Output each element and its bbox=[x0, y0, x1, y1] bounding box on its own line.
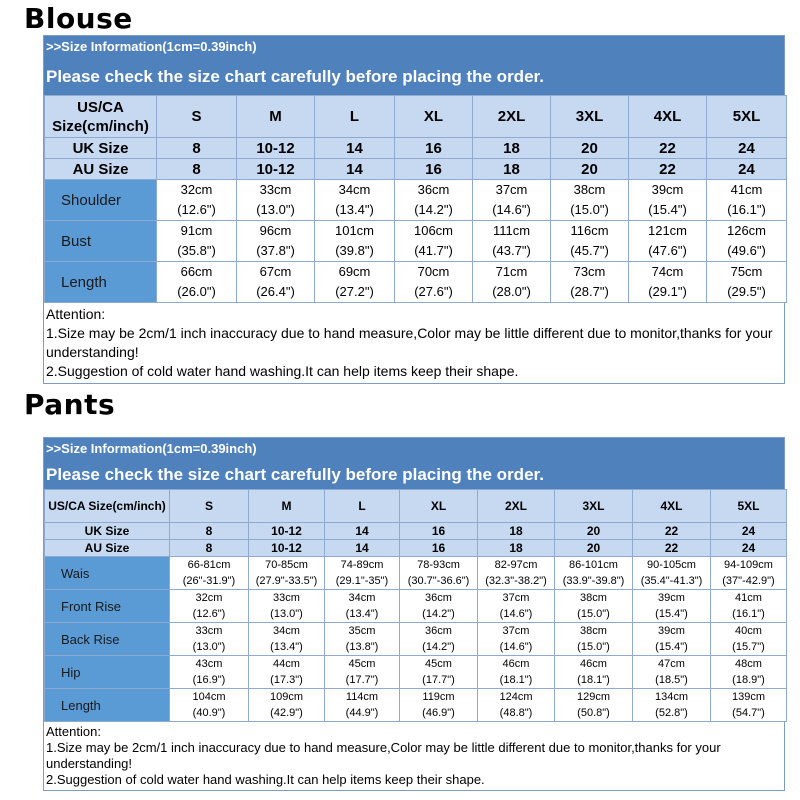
attention-line: 1.Size may be 2cm/1 inch inaccuracy due to hand measure,Color may be little different due to monitor,thanks for your understanding! bbox=[46, 325, 773, 360]
cm-value: 41cm bbox=[730, 182, 763, 197]
size-label: M bbox=[249, 490, 325, 523]
au-size-value: 20 bbox=[555, 540, 633, 557]
measurement-row bbox=[45, 180, 787, 221]
inch-value: (16.1") bbox=[732, 608, 765, 620]
inch-value: (29.1"-35") bbox=[335, 575, 389, 587]
au-size-label: AU Size bbox=[45, 540, 170, 557]
attention-line: Attention: bbox=[46, 306, 106, 322]
cm-value: 47cm bbox=[658, 658, 685, 670]
cm-value: 45cm bbox=[348, 658, 376, 670]
au-size-value: 10-12 bbox=[237, 159, 315, 180]
measurement-label: Bust bbox=[45, 221, 157, 262]
measurement-label: Length bbox=[45, 262, 157, 303]
inch-value: (13.0") bbox=[192, 641, 226, 653]
inch-value: (14.2") bbox=[422, 641, 455, 653]
inch-value: (14.6") bbox=[499, 641, 533, 653]
au-size-value: 24 bbox=[707, 159, 787, 180]
cm-value: 91cm bbox=[180, 223, 213, 238]
measurement-value bbox=[157, 221, 237, 262]
cm-value: 78-93cm bbox=[417, 559, 460, 571]
inch-value: (15.4") bbox=[655, 608, 688, 620]
au-size-value: 20 bbox=[551, 159, 629, 180]
inch-value: (37.8") bbox=[256, 243, 295, 258]
inch-value: (12.6") bbox=[192, 608, 226, 620]
inch-value: (29.1") bbox=[648, 284, 687, 299]
cm-value: 41cm bbox=[735, 592, 762, 604]
blouse-title: Blouse bbox=[24, 2, 133, 35]
measurement-value bbox=[478, 623, 555, 656]
au-size-value: 24 bbox=[711, 540, 787, 557]
cm-value: 73cm bbox=[573, 264, 606, 279]
cm-value: 75cm bbox=[730, 264, 763, 279]
size-label: S bbox=[157, 96, 237, 138]
cm-value: 66-81cm bbox=[187, 559, 231, 571]
au-size-value: 16 bbox=[400, 540, 478, 557]
inch-value: (13.4") bbox=[270, 641, 303, 653]
uk-size-value: 20 bbox=[555, 523, 633, 540]
measurement-value bbox=[633, 656, 711, 689]
measurement-value bbox=[325, 689, 400, 722]
measurement-value bbox=[633, 557, 711, 590]
cm-value: 94-109cm bbox=[724, 559, 773, 571]
cm-value: 70-85cm bbox=[265, 559, 308, 571]
measurement-row bbox=[45, 623, 787, 656]
inch-value: (30.7"-36.6") bbox=[407, 575, 470, 587]
inch-value: (17.7") bbox=[345, 674, 379, 686]
size-info-bar bbox=[44, 438, 784, 489]
au-size-value: 22 bbox=[633, 540, 711, 557]
inch-value: (17.7") bbox=[422, 674, 455, 686]
inch-value: (13.8") bbox=[345, 641, 379, 653]
cm-value: 36cm bbox=[425, 592, 452, 604]
inch-value: (54.7") bbox=[732, 707, 765, 719]
cm-value: 124cm bbox=[499, 691, 533, 703]
uk-size-value: 20 bbox=[551, 138, 629, 159]
size-label: 4XL bbox=[629, 96, 707, 138]
cm-value: 34cm bbox=[348, 592, 376, 604]
au-size-value: 14 bbox=[315, 159, 395, 180]
cm-value: 33cm bbox=[259, 182, 292, 197]
inch-value: (15.0") bbox=[577, 641, 610, 653]
inch-value: (14.2") bbox=[414, 202, 453, 217]
cm-value: 109cm bbox=[269, 691, 304, 703]
inch-value: (16.1") bbox=[727, 202, 766, 217]
cm-value: 40cm bbox=[735, 625, 762, 637]
measurement-value bbox=[555, 557, 633, 590]
cm-value: 67cm bbox=[259, 264, 292, 279]
measurement-value bbox=[249, 656, 325, 689]
au-size-row bbox=[45, 540, 787, 557]
inch-value: (26.0") bbox=[177, 284, 216, 299]
uk-size-label: UK Size bbox=[45, 138, 157, 159]
measurement-value bbox=[249, 557, 325, 590]
measurement-value bbox=[707, 262, 787, 303]
cm-value: 35cm bbox=[348, 625, 376, 637]
cm-value: 111cm bbox=[492, 223, 531, 238]
measurement-value bbox=[400, 590, 478, 623]
cm-value: 39cm bbox=[651, 182, 684, 197]
size-label: M bbox=[237, 96, 315, 138]
attention-line: 1.Size may be 2cm/1 inch inaccuracy due to hand measure,Color may be little different due to monitor,thanks for your understanding! bbox=[46, 740, 721, 771]
measurement-value bbox=[170, 623, 249, 656]
au-size-value: 8 bbox=[157, 159, 237, 180]
au-size-value: 16 bbox=[395, 159, 473, 180]
uk-size-value: 18 bbox=[473, 138, 551, 159]
cm-value: 38cm bbox=[573, 182, 606, 197]
size-notice: Please check the size chart carefully before placing the order. bbox=[46, 465, 544, 484]
measurement-value bbox=[473, 262, 551, 303]
uk-size-value: 16 bbox=[400, 523, 478, 540]
cm-value: 114cm bbox=[345, 691, 379, 703]
cm-value: 86-101cm bbox=[569, 559, 618, 571]
inch-value: (42.9") bbox=[270, 707, 303, 719]
cm-value: 37cm bbox=[495, 182, 528, 197]
size-label: 5XL bbox=[711, 490, 787, 523]
inch-value: (16.9") bbox=[192, 674, 226, 686]
cm-value: 37cm bbox=[502, 592, 530, 604]
measurement-label: Wais bbox=[45, 557, 170, 590]
inch-value: (27.2") bbox=[335, 284, 374, 299]
uk-size-value: 14 bbox=[325, 523, 400, 540]
size-label: 5XL bbox=[707, 96, 787, 138]
inch-value: (14.6") bbox=[499, 608, 533, 620]
cm-value: 43cm bbox=[195, 658, 223, 670]
inch-value: (39.8") bbox=[335, 243, 374, 258]
inch-value: (15.0") bbox=[577, 608, 610, 620]
cm-value: 121cm bbox=[647, 223, 688, 238]
measurement-value bbox=[473, 180, 551, 221]
size-header-row bbox=[45, 490, 787, 523]
inch-value: (13.0") bbox=[270, 608, 303, 620]
measurement-value bbox=[249, 689, 325, 722]
uk-size-value: 10-12 bbox=[237, 138, 315, 159]
cm-value: 34cm bbox=[273, 625, 300, 637]
cm-value: 82-97cm bbox=[494, 559, 538, 571]
cm-value: 126cm bbox=[726, 223, 767, 238]
measurement-value bbox=[315, 180, 395, 221]
cm-value: 71cm bbox=[495, 264, 528, 279]
au-size-value: 22 bbox=[629, 159, 707, 180]
uk-size-value: 14 bbox=[315, 138, 395, 159]
attention-line: 2.Suggestion of cold water hand washing.It can help items keep their shape. bbox=[46, 772, 485, 787]
inch-value: (35.4"-41.3") bbox=[640, 575, 703, 587]
inch-value: (14.6") bbox=[492, 202, 531, 217]
inch-value: (26"-31.9") bbox=[182, 575, 236, 587]
cm-value: 134cm bbox=[654, 691, 689, 703]
measurement-value bbox=[711, 557, 787, 590]
inch-value: (12.6") bbox=[177, 202, 216, 217]
uk-size-value: 22 bbox=[633, 523, 711, 540]
measurement-value bbox=[395, 221, 473, 262]
inch-value: (32.3"-38.2") bbox=[485, 575, 547, 587]
measurement-value bbox=[157, 262, 237, 303]
inch-value: (14.2") bbox=[422, 608, 455, 620]
size-header-label: US/CA Size(cm/inch) bbox=[45, 490, 170, 523]
inch-value: (47.6") bbox=[648, 243, 687, 258]
blouse-size-chart bbox=[43, 35, 785, 384]
cm-value: 66cm bbox=[180, 264, 213, 279]
measurement-label: Front Rise bbox=[45, 590, 170, 623]
size-label: L bbox=[315, 96, 395, 138]
inch-value: (18.1") bbox=[577, 674, 610, 686]
size-notice: Please check the size chart carefully before placing the order. bbox=[46, 67, 544, 86]
attention-line: Attention: bbox=[46, 724, 101, 739]
cm-value: 39cm bbox=[658, 592, 685, 604]
size-header-row bbox=[45, 96, 787, 138]
measurement-value bbox=[478, 590, 555, 623]
measurement-value bbox=[325, 557, 400, 590]
cm-value: 90-105cm bbox=[647, 559, 696, 571]
attention-notes bbox=[44, 722, 784, 790]
inch-value: (40.9") bbox=[192, 707, 226, 719]
inch-value: (43.7") bbox=[492, 243, 531, 258]
inch-value: (15.4") bbox=[655, 641, 688, 653]
size-label: L bbox=[325, 490, 400, 523]
inch-value: (48.8") bbox=[499, 707, 533, 719]
cm-value: 37cm bbox=[502, 625, 530, 637]
measurement-value bbox=[555, 623, 633, 656]
cm-value: 139cm bbox=[731, 691, 766, 703]
size-label: S bbox=[170, 490, 249, 523]
inch-value: (18.1") bbox=[499, 674, 533, 686]
au-size-value: 18 bbox=[473, 159, 551, 180]
cm-value: 104cm bbox=[192, 691, 226, 703]
inch-value: (13.0") bbox=[256, 202, 295, 217]
measurement-value bbox=[395, 262, 473, 303]
measurement-value bbox=[395, 180, 473, 221]
measurement-value bbox=[237, 180, 315, 221]
measurement-value bbox=[629, 221, 707, 262]
measurement-value bbox=[551, 180, 629, 221]
au-size-value: 8 bbox=[170, 540, 249, 557]
measurement-value bbox=[633, 689, 711, 722]
inch-value: (50.8") bbox=[577, 707, 610, 719]
inch-value: (15.0") bbox=[570, 202, 609, 217]
inch-value: (44.9") bbox=[345, 707, 379, 719]
inch-value: (27.6") bbox=[414, 284, 453, 299]
au-size-label: AU Size bbox=[45, 159, 157, 180]
cm-value: 101cm bbox=[334, 223, 375, 238]
size-info-bar bbox=[44, 36, 784, 95]
measurement-value bbox=[249, 590, 325, 623]
uk-size-value: 8 bbox=[170, 523, 249, 540]
inch-value: (45.7") bbox=[570, 243, 609, 258]
inch-value: (28.0") bbox=[492, 284, 531, 299]
size-label: XL bbox=[395, 96, 473, 138]
measurement-value bbox=[315, 221, 395, 262]
inch-value: (33.9"-39.8") bbox=[562, 575, 625, 587]
cm-value: 44cm bbox=[273, 658, 300, 670]
cm-value: 34cm bbox=[338, 182, 371, 197]
size-table bbox=[44, 489, 787, 722]
measurement-value bbox=[551, 262, 629, 303]
measurement-value bbox=[629, 262, 707, 303]
size-info: >>Size Information(1cm=0.39inch) bbox=[46, 39, 257, 54]
measurement-value bbox=[633, 623, 711, 656]
measurement-value bbox=[237, 221, 315, 262]
measurement-value bbox=[249, 623, 325, 656]
inch-value: (15.4") bbox=[648, 202, 687, 217]
cm-value: 46cm bbox=[502, 658, 530, 670]
inch-value: (52.8") bbox=[655, 707, 688, 719]
measurement-value bbox=[157, 180, 237, 221]
size-info: >>Size Information(1cm=0.39inch) bbox=[46, 441, 257, 456]
measurement-value bbox=[711, 689, 787, 722]
inch-value: (13.4") bbox=[345, 608, 379, 620]
measurement-row bbox=[45, 221, 787, 262]
inch-value: (15.7") bbox=[732, 641, 765, 653]
au-size-value: 14 bbox=[325, 540, 400, 557]
inch-value: (35.8") bbox=[177, 243, 216, 258]
measurement-value bbox=[325, 656, 400, 689]
cm-value: 74-89cm bbox=[340, 559, 384, 571]
cm-value: 38cm bbox=[580, 625, 607, 637]
uk-size-label: UK Size bbox=[45, 523, 170, 540]
cm-value: 96cm bbox=[259, 223, 292, 238]
measurement-label: Hip bbox=[45, 656, 170, 689]
inch-value: (26.4") bbox=[256, 284, 295, 299]
cm-value: 48cm bbox=[735, 658, 762, 670]
measurement-value bbox=[629, 180, 707, 221]
inch-value: (17.3") bbox=[270, 674, 303, 686]
cm-value: 38cm bbox=[580, 592, 607, 604]
measurement-value bbox=[555, 656, 633, 689]
measurement-value bbox=[711, 590, 787, 623]
inch-value: (13.4") bbox=[335, 202, 374, 217]
inch-value: (28.7") bbox=[570, 284, 609, 299]
measurement-row bbox=[45, 656, 787, 689]
measurement-row bbox=[45, 262, 787, 303]
uk-size-value: 24 bbox=[711, 523, 787, 540]
uk-size-row bbox=[45, 138, 787, 159]
size-label: 3XL bbox=[555, 490, 633, 523]
inch-value: (37"-42.9") bbox=[722, 575, 775, 587]
cm-value: 36cm bbox=[417, 182, 450, 197]
inch-value: (18.5") bbox=[655, 674, 688, 686]
inch-value: (27.9"-33.5") bbox=[255, 575, 318, 587]
cm-value: 32cm bbox=[180, 182, 213, 197]
measurement-value bbox=[315, 262, 395, 303]
measurement-value bbox=[170, 557, 249, 590]
cm-value: 33cm bbox=[195, 625, 223, 637]
attention-line: 2.Suggestion of cold water hand washing.It can help items keep their shape. bbox=[46, 363, 519, 379]
au-size-value: 10-12 bbox=[249, 540, 325, 557]
pants-title: Pants bbox=[24, 388, 116, 421]
measurement-value bbox=[478, 557, 555, 590]
measurement-value bbox=[400, 656, 478, 689]
measurement-value bbox=[170, 689, 249, 722]
measurement-value bbox=[325, 590, 400, 623]
measurement-label: Length bbox=[45, 689, 170, 722]
cm-value: 116cm bbox=[570, 223, 609, 238]
au-size-row bbox=[45, 159, 787, 180]
size-label: 4XL bbox=[633, 490, 711, 523]
uk-size-value: 24 bbox=[707, 138, 787, 159]
measurement-label: Back Rise bbox=[45, 623, 170, 656]
measurement-value bbox=[400, 623, 478, 656]
cm-value: 39cm bbox=[658, 625, 685, 637]
pants-size-chart bbox=[43, 437, 785, 791]
measurement-row bbox=[45, 557, 787, 590]
measurement-value bbox=[633, 590, 711, 623]
cm-value: 69cm bbox=[338, 264, 371, 279]
cm-value: 45cm bbox=[425, 658, 452, 670]
uk-size-row bbox=[45, 523, 787, 540]
cm-value: 70cm bbox=[417, 264, 450, 279]
uk-size-value: 18 bbox=[478, 523, 555, 540]
cm-value: 46cm bbox=[580, 658, 607, 670]
inch-value: (18.9") bbox=[732, 674, 765, 686]
size-label: XL bbox=[400, 490, 478, 523]
inch-value: (49.6") bbox=[727, 243, 766, 258]
measurement-value bbox=[478, 689, 555, 722]
size-label: 3XL bbox=[551, 96, 629, 138]
measurement-value bbox=[400, 557, 478, 590]
measurement-row bbox=[45, 689, 787, 722]
inch-value: (41.7") bbox=[414, 243, 453, 258]
measurement-value bbox=[170, 590, 249, 623]
inch-value: (29.5") bbox=[727, 284, 766, 299]
measurement-value bbox=[555, 689, 633, 722]
measurement-value bbox=[170, 656, 249, 689]
measurement-value bbox=[400, 689, 478, 722]
measurement-value bbox=[478, 656, 555, 689]
measurement-value bbox=[555, 590, 633, 623]
measurement-label: Shoulder bbox=[45, 180, 157, 221]
cm-value: 32cm bbox=[195, 592, 223, 604]
measurement-value bbox=[473, 221, 551, 262]
cm-value: 129cm bbox=[576, 691, 611, 703]
measurement-value bbox=[707, 180, 787, 221]
cm-value: 74cm bbox=[651, 264, 684, 279]
au-size-value: 18 bbox=[478, 540, 555, 557]
measurement-value bbox=[711, 656, 787, 689]
measurement-value bbox=[711, 623, 787, 656]
cm-value: 36cm bbox=[425, 625, 452, 637]
uk-size-value: 10-12 bbox=[249, 523, 325, 540]
uk-size-value: 22 bbox=[629, 138, 707, 159]
size-table bbox=[44, 95, 787, 303]
cm-value: 106cm bbox=[413, 223, 454, 238]
measurement-value bbox=[237, 262, 315, 303]
measurement-row bbox=[45, 590, 787, 623]
size-header-label: US/CA Size(cm/inch) bbox=[45, 96, 157, 138]
measurement-value bbox=[325, 623, 400, 656]
size-label: 2XL bbox=[473, 96, 551, 138]
cm-value: 119cm bbox=[422, 691, 455, 703]
attention-notes bbox=[44, 303, 784, 383]
measurement-value bbox=[707, 221, 787, 262]
uk-size-value: 8 bbox=[157, 138, 237, 159]
cm-value: 33cm bbox=[273, 592, 300, 604]
uk-size-value: 16 bbox=[395, 138, 473, 159]
size-label: 2XL bbox=[478, 490, 555, 523]
measurement-value bbox=[551, 221, 629, 262]
inch-value: (46.9") bbox=[422, 707, 455, 719]
